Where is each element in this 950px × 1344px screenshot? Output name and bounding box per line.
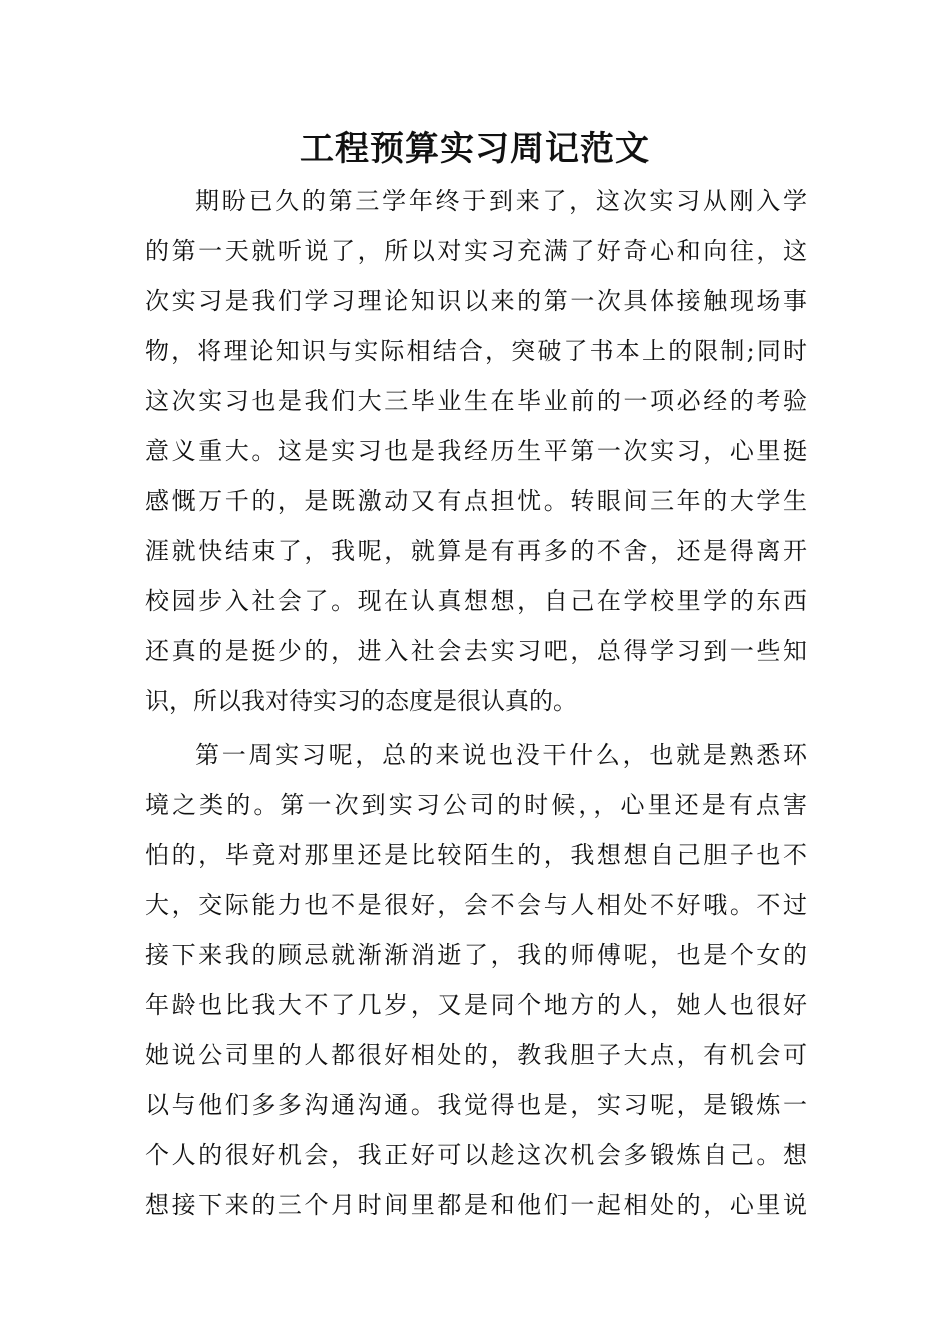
paragraph-line: 接下来我的顾忌就渐渐消逝了，我的师傅呢，也是个女的 [145,941,807,969]
paragraph-line: 这次实习也是我们大三毕业生在毕业前的一项必经的考验 [145,387,807,415]
paragraph-line: 年龄也比我大不了几岁，又是同个地方的人，她人也很好 [145,991,807,1019]
document-title: 工程预算实习周记范文 [300,129,650,169]
paragraph-line: 期盼已久的第三学年终于到来了，这次实习从刚入学 [195,187,807,215]
paragraph-line: 还真的是挺少的，进入社会去实习吧，总得学习到一些知 [145,637,807,665]
paragraph-line: 第一周实习呢，总的来说也没干什么，也就是熟悉环 [195,741,807,769]
paragraph-1 [145,176,807,726]
paragraph-line: 大，交际能力也不是很好，会不会与人相处不好哦。不过 [145,891,807,919]
paragraph-line: 意义重大。这是实习也是我经历生平第一次实习，心里挺 [145,437,807,465]
paragraph-line: 个人的很好机会，我正好可以趁这次机会多锻炼自己。想 [145,1141,807,1169]
paragraph-line: 她说公司里的人都很好相处的，教我胆子大点，有机会可 [145,1041,807,1069]
paragraph-line: 想接下来的三个月时间里都是和他们一起相处的，心里说 [145,1191,807,1219]
paragraph-line: 以与他们多多沟通沟通。我觉得也是，实习呢，是锻炼一 [145,1091,807,1119]
paragraph-line: 物，将理论知识与实际相结合，突破了书本上的限制;同时 [145,337,807,365]
paragraph-line: 校园步入社会了。现在认真想想，自己在学校里学的东西 [145,587,807,615]
document-body [145,176,807,1230]
paragraph-2 [145,730,807,1230]
paragraph-line: 次实习是我们学习理论知识以来的第一次具体接触现场事 [145,287,807,315]
paragraph-line: 涯就快结束了，我呢，就算是有再多的不舍，还是得离开 [145,537,807,565]
paragraph-line: 识，所以我对待实习的态度是很认真的。 [145,687,577,715]
paragraph-line: 怕的，毕竟对那里还是比较陌生的，我想想自己胆子也不 [145,841,807,869]
paragraph-line: 感慨万千的，是既激动又有点担忧。转眼间三年的大学生 [145,487,807,515]
paragraph-line: 境之类的。第一次到实习公司的时候，，心里还是有点害 [145,791,807,819]
paragraph-line: 的第一天就听说了，所以对实习充满了好奇心和向往，这 [145,237,807,265]
